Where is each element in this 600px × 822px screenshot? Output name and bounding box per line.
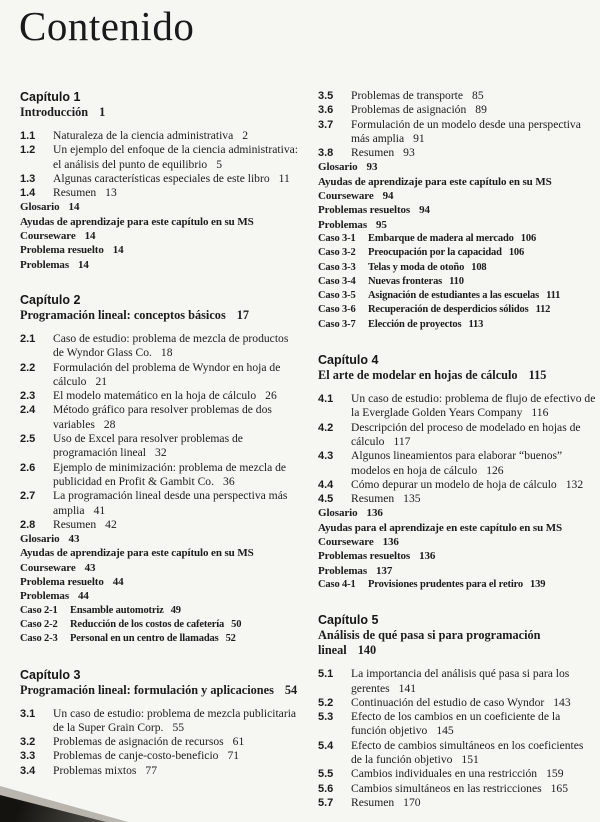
- case-label: Caso 3-4: [318, 275, 356, 287]
- chapter-heading: [20, 89, 300, 120]
- toc-section-entry: [20, 332, 300, 361]
- page-number: 55: [172, 720, 185, 734]
- toc-section-entry: [318, 767, 597, 781]
- section-number: 4.2: [318, 421, 334, 434]
- chapter-label: Capítulo 4: [318, 353, 379, 368]
- page-number: 159: [546, 767, 564, 781]
- toc-backmatter-entry: [20, 575, 300, 589]
- backmatter-line: Problemas 95: [318, 218, 387, 231]
- backmatter-line: Courseware 136: [318, 536, 399, 549]
- backmatter-line: Ayudas de aprendizaje para este capítulo en su MS: [20, 215, 254, 228]
- chapter-title: El arte de modelar en hojas de cálculo 115: [318, 368, 547, 383]
- page-number: 14: [112, 244, 124, 257]
- toc-section-entry: [318, 392, 597, 421]
- backmatter-line: Ayudas para el aprendizaje en este capítulo en su MS: [318, 521, 563, 534]
- page-number: 14: [68, 201, 80, 214]
- section-number: 2.2: [20, 361, 36, 374]
- toc-backmatter-entry: [20, 546, 300, 575]
- toc-section-entry: [20, 707, 300, 736]
- page-number: 136: [366, 507, 383, 520]
- section-number: 1.2: [20, 144, 36, 157]
- page-title: Contenido: [19, 3, 195, 49]
- toc-case-entry: [318, 578, 597, 592]
- page-number: 18: [160, 346, 173, 360]
- page-number: 2: [242, 129, 249, 142]
- section-number: 5.5: [318, 768, 334, 781]
- page-number: 71: [227, 749, 240, 763]
- page-number: 116: [531, 406, 549, 420]
- page-number: 111: [546, 290, 561, 302]
- toc-backmatter-entry: [318, 160, 597, 174]
- toc-section-entry: [20, 143, 300, 172]
- page-number: 44: [78, 590, 89, 603]
- page-number: 132: [565, 477, 584, 491]
- case-title: Ensamble automotriz 49: [70, 604, 181, 616]
- page-number: 11: [278, 171, 290, 185]
- toc-section-entry: [20, 764, 300, 778]
- section-title: Algunas características especiales de este libro 11: [53, 171, 290, 185]
- page-number: 13: [105, 186, 117, 200]
- page-number: 42: [105, 517, 117, 531]
- case-label: Caso 3-2: [318, 247, 356, 259]
- section-number: 3.6: [318, 104, 334, 117]
- page-number: 41: [93, 503, 106, 517]
- section-title: La importancia del análisis qué pasa si para los gerentes 141: [351, 667, 570, 695]
- page-number: 21: [95, 374, 108, 388]
- toc-section-entry: [318, 667, 597, 696]
- toc-columns: [0, 89, 600, 810]
- toc-backmatter-entry: [20, 215, 300, 244]
- page-number: 165: [550, 781, 569, 795]
- toc-case-entry: [318, 303, 597, 317]
- toc-section-entry: [318, 492, 597, 506]
- page-number: 145: [436, 724, 454, 738]
- case-label: Caso 2-2: [20, 618, 58, 630]
- section-title: Problemas de transporte 85: [351, 89, 484, 102]
- backmatter-line: Glosario 136: [318, 507, 383, 520]
- section-title: El modelo matemático en la hoja de cálculo 26: [53, 389, 277, 403]
- section-title: Caso de estudio: problema de mezcla de productos de Wyndor Glass Co. 18: [53, 331, 289, 360]
- section-title: Naturaleza de la ciencia administrativa 2: [53, 129, 249, 142]
- section-title: Resumen 42: [53, 517, 117, 531]
- case-title: Personal en un centro de llamadas 52: [70, 633, 236, 645]
- toc-section-entry: [20, 461, 300, 490]
- page-number: 139: [530, 578, 546, 590]
- backmatter-line: Glosario 14: [20, 201, 80, 214]
- page-number: 136: [382, 536, 399, 549]
- section-number: 2.4: [20, 404, 36, 417]
- page-number: 126: [486, 463, 504, 477]
- toc-section-entry: [318, 796, 597, 810]
- toc-column-left: [20, 89, 300, 810]
- section-title: Cambios simultáneos en las restricciones 165: [351, 781, 569, 795]
- chapter-label: Capítulo 3: [20, 667, 81, 682]
- toc-section-entry: [20, 749, 300, 763]
- page-number: 108: [471, 261, 487, 273]
- section-title: Efecto de los cambios en un coeficiente de la función objetivo 145: [351, 710, 561, 738]
- page-number: 77: [145, 763, 158, 777]
- page-number: 140: [357, 643, 377, 658]
- section-number: 1.1: [20, 130, 36, 142]
- case-label: Caso 4-1: [318, 578, 356, 590]
- backmatter-line: Problemas 44: [20, 590, 89, 603]
- section-title: La programación lineal desde una perspectiva más amplia 41: [53, 489, 288, 517]
- section-title: Formulación de un modelo desde una perspectiva más amplia 91: [351, 117, 581, 145]
- section-title: Un caso de estudio: problema de flujo de efectivo de la Everglade Golden Years Company 116: [351, 392, 596, 420]
- section-title: Resumen 135: [351, 492, 421, 506]
- toc-backmatter-entry: [20, 589, 300, 603]
- section-title: Uso de Excel para resolver problemas de programación lineal 32: [53, 432, 243, 460]
- toc-backmatter-entry: [318, 549, 597, 563]
- backmatter-line: Courseware 14: [20, 230, 96, 243]
- section-number: 4.5: [318, 493, 334, 506]
- section-number: 1.3: [20, 172, 36, 185]
- section-number: 5.2: [318, 696, 334, 709]
- chapter-title: Programación lineal: conceptos básicos 17: [20, 307, 250, 322]
- section-title: Cómo depurar un modelo de hoja de cálculo 132: [351, 477, 584, 491]
- page-number: 44: [112, 576, 124, 589]
- case-title: Provisiones prudentes para el retiro 139: [368, 578, 546, 590]
- page-number: 14: [78, 258, 89, 271]
- section-number: 2.5: [20, 433, 36, 446]
- section-number: 5.7: [318, 796, 334, 809]
- case-title: Elección de proyectos 113: [368, 318, 484, 330]
- page-number: 89: [475, 103, 487, 117]
- toc-case-entry: [20, 618, 300, 632]
- page-number: 49: [170, 604, 181, 616]
- section-number: 4.4: [318, 478, 334, 491]
- toc-backmatter-entry: [318, 218, 597, 232]
- page-number: 93: [403, 146, 415, 160]
- case-label: Caso 3-7: [318, 318, 356, 330]
- backmatter-line: Problemas resueltos 94: [318, 204, 430, 217]
- page-number: 36: [223, 474, 235, 488]
- toc-case-entry: [318, 246, 597, 260]
- case-title: Embarque de madera al mercado 106: [368, 232, 537, 244]
- section-number: 5.4: [318, 739, 334, 752]
- toc-backmatter-entry: [20, 258, 300, 272]
- toc-case-entry: [20, 632, 300, 646]
- section-title: Descripción del proceso de modelado en hojas de cálculo 117: [351, 420, 581, 448]
- page-number: 93: [366, 161, 378, 174]
- case-label: Caso 2-1: [20, 604, 58, 616]
- toc-backmatter-entry: [318, 564, 597, 578]
- backmatter-line: Glosario 93: [318, 161, 378, 174]
- case-title: Preocupación por la capacidad 106: [368, 247, 525, 259]
- toc-section-entry: [318, 696, 597, 710]
- toc-section-entry: [318, 478, 597, 492]
- backmatter-line: Ayudas de aprendizaje para este capítulo en su MS: [20, 547, 254, 560]
- section-title: Cambios individuales en una restricción 159: [351, 767, 564, 781]
- chapter-title: Introducción 1: [20, 105, 106, 119]
- page-number: 94: [382, 190, 394, 203]
- toc-case-entry: [318, 318, 597, 332]
- toc-section-entry: [20, 735, 300, 749]
- toc-backmatter-entry: [318, 203, 597, 217]
- toc-case-entry: [318, 261, 597, 275]
- page-number: 151: [461, 752, 479, 766]
- toc-backmatter-entry: [318, 521, 597, 550]
- page-number: 28: [103, 417, 116, 431]
- toc-case-entry: [318, 275, 597, 289]
- toc-case-entry: [318, 289, 597, 303]
- section-number: 5.1: [318, 668, 334, 681]
- page-number: 136: [419, 550, 436, 563]
- page-number: 117: [393, 434, 411, 448]
- case-label: Caso 3-6: [318, 304, 356, 316]
- section-title: Un caso de estudio: problema de mezcla publicitaria de la Super Grain Corp. 55: [53, 706, 297, 734]
- page-number: 54: [284, 682, 298, 697]
- backmatter-line: Ayudas de aprendizaje para este capítulo en su MS: [318, 175, 552, 188]
- toc-section-entry: [318, 710, 597, 739]
- toc-backmatter-entry: [318, 175, 597, 204]
- section-number: 2.7: [20, 490, 36, 503]
- page-number: 52: [225, 633, 236, 645]
- section-number: 2.1: [20, 332, 36, 345]
- page-number: 5: [216, 157, 223, 171]
- chapter-title: Análisis de qué pasa si para programación lineal 140: [318, 628, 541, 658]
- case-label: Caso 3-3: [318, 261, 356, 273]
- page-number: 91: [413, 131, 425, 145]
- section-number: 3.3: [20, 750, 36, 763]
- page-number: 1: [99, 105, 106, 119]
- page-number: 85: [472, 89, 484, 102]
- case-label: Caso 2-3: [20, 633, 58, 645]
- section-title: Ejemplo de minimización: problema de mezcla de publicidad en Profit & Gambit Co. 36: [53, 460, 287, 488]
- toc-section-entry: [20, 403, 300, 432]
- toc-section-entry: [318, 449, 597, 478]
- toc-section-entry: [20, 172, 300, 186]
- section-number: 5.3: [318, 711, 334, 724]
- section-number: 5.6: [318, 782, 334, 795]
- section-title: Algunos lineamientos para elaborar “buenos” modelos en hoja de cálculo 126: [351, 449, 563, 477]
- page-number: 50: [231, 618, 242, 630]
- case-title: Asignación de estudiantes a las escuelas 111: [368, 290, 561, 302]
- toc-column-right: [318, 89, 597, 810]
- section-number: 2.3: [20, 390, 36, 403]
- toc-section-entry: [20, 186, 300, 200]
- section-title: Problemas de canje-costo-beneficio 71: [53, 749, 240, 763]
- section-title: Efecto de cambios simultáneos en los coeficientes de la función objetivo 151: [351, 738, 584, 766]
- case-label: Caso 3-5: [318, 290, 356, 302]
- section-title: Continuación del estudio de caso Wyndor 143: [351, 695, 571, 709]
- section-title: Formulación del problema de Wyndor en hoja de cálculo 21: [53, 360, 281, 388]
- section-number: 2.8: [20, 518, 36, 531]
- page-number: 43: [68, 533, 80, 546]
- toc-section-entry: [318, 739, 597, 768]
- page-number: 141: [398, 681, 417, 695]
- toc-section-entry: [20, 361, 300, 390]
- toc-section-entry: [20, 489, 300, 518]
- chapter-label: Capítulo 2: [20, 292, 81, 307]
- chapter-heading: [20, 292, 300, 323]
- page-number: 110: [449, 275, 464, 287]
- toc-section-entry: [318, 103, 597, 117]
- section-title: Método gráfico para resolver problemas de dos variables 28: [53, 403, 272, 431]
- section-number: 3.4: [20, 764, 36, 777]
- page-number: 170: [403, 795, 421, 809]
- section-number: 4.1: [318, 393, 334, 406]
- toc-section-entry: [318, 421, 597, 450]
- section-number: 2.6: [20, 461, 36, 474]
- section-number: 1.4: [20, 187, 36, 200]
- backmatter-line: Problemas 14: [20, 258, 89, 271]
- page-number: 113: [468, 318, 484, 330]
- backmatter-line: Courseware 94: [318, 190, 394, 203]
- section-title: Resumen 170: [351, 795, 421, 809]
- chapter-heading: [20, 667, 300, 698]
- chapter-heading: [318, 612, 597, 658]
- backmatter-line: Courseware 43: [20, 561, 96, 574]
- toc-case-entry: [318, 232, 597, 246]
- toc-section-entry: [318, 146, 597, 160]
- backmatter-line: Glosario 43: [20, 533, 80, 546]
- page-number: 61: [232, 735, 245, 749]
- case-label: Caso 3-1: [318, 232, 356, 244]
- toc-backmatter-entry: [20, 532, 300, 546]
- page-number: 94: [419, 204, 430, 217]
- toc-section-entry: [318, 89, 597, 103]
- case-title: Telas y moda de otoño 108: [368, 261, 487, 273]
- section-title: Resumen 13: [53, 186, 117, 200]
- toc-section-entry: [318, 118, 597, 147]
- page-number: 26: [265, 389, 277, 403]
- page-number: 106: [520, 232, 537, 244]
- toc-section-entry: [318, 782, 597, 796]
- toc-section-entry: [20, 389, 300, 403]
- page-number: 14: [84, 230, 96, 243]
- case-title: Nuevas fronteras 110: [368, 275, 464, 287]
- backmatter-line: Problema resuelto 44: [20, 576, 124, 589]
- page-number: 137: [376, 564, 393, 577]
- chapter-title: Programación lineal: formulación y aplicaciones 54: [20, 682, 298, 697]
- page-number: 106: [508, 247, 525, 259]
- section-title: Problemas de asignación 89: [351, 103, 487, 117]
- page-number: 95: [376, 218, 387, 231]
- section-number: 3.5: [318, 90, 334, 102]
- section-title: Problemas de asignación de recursos 61: [53, 735, 245, 749]
- section-title: Problemas mixtos 77: [53, 763, 158, 777]
- page-number: 143: [553, 695, 571, 709]
- toc-backmatter-entry: [20, 200, 300, 214]
- toc-section-entry: [20, 518, 300, 532]
- toc-backmatter-entry: [318, 506, 597, 520]
- section-number: 3.1: [20, 707, 36, 720]
- page-number: 32: [155, 446, 167, 460]
- toc-section-entry: [20, 432, 300, 461]
- page-number: 135: [403, 492, 421, 506]
- section-number: 4.3: [318, 450, 334, 463]
- page-number: 115: [528, 368, 547, 383]
- chapter-label: Capítulo 1: [20, 90, 81, 104]
- case-title: Recuperación de desperdicios sólidos 112: [368, 304, 551, 316]
- backmatter-line: Problema resuelto 14: [20, 244, 124, 257]
- chapter-heading: [318, 352, 597, 383]
- chapter-label: Capítulo 5: [318, 613, 379, 628]
- section-number: 3.8: [318, 147, 334, 160]
- page-number: 17: [236, 307, 250, 322]
- toc-section-entry: [20, 129, 300, 143]
- section-title: Un ejemplo del enfoque de la ciencia administrativa: el análisis del punto de equilibrio 5: [53, 143, 298, 171]
- toc-backmatter-entry: [20, 243, 300, 257]
- section-number: 3.7: [318, 118, 334, 131]
- case-title: Reducción de los costos de cafetería 50: [70, 618, 242, 630]
- section-number: 3.2: [20, 736, 36, 749]
- backmatter-line: Problemas 137: [318, 564, 393, 577]
- section-title: Resumen 93: [351, 146, 415, 160]
- page-number: 43: [84, 561, 96, 574]
- backmatter-line: Problemas resueltos 136: [318, 550, 436, 563]
- page-number: 112: [535, 304, 551, 316]
- toc-case-entry: [20, 604, 300, 618]
